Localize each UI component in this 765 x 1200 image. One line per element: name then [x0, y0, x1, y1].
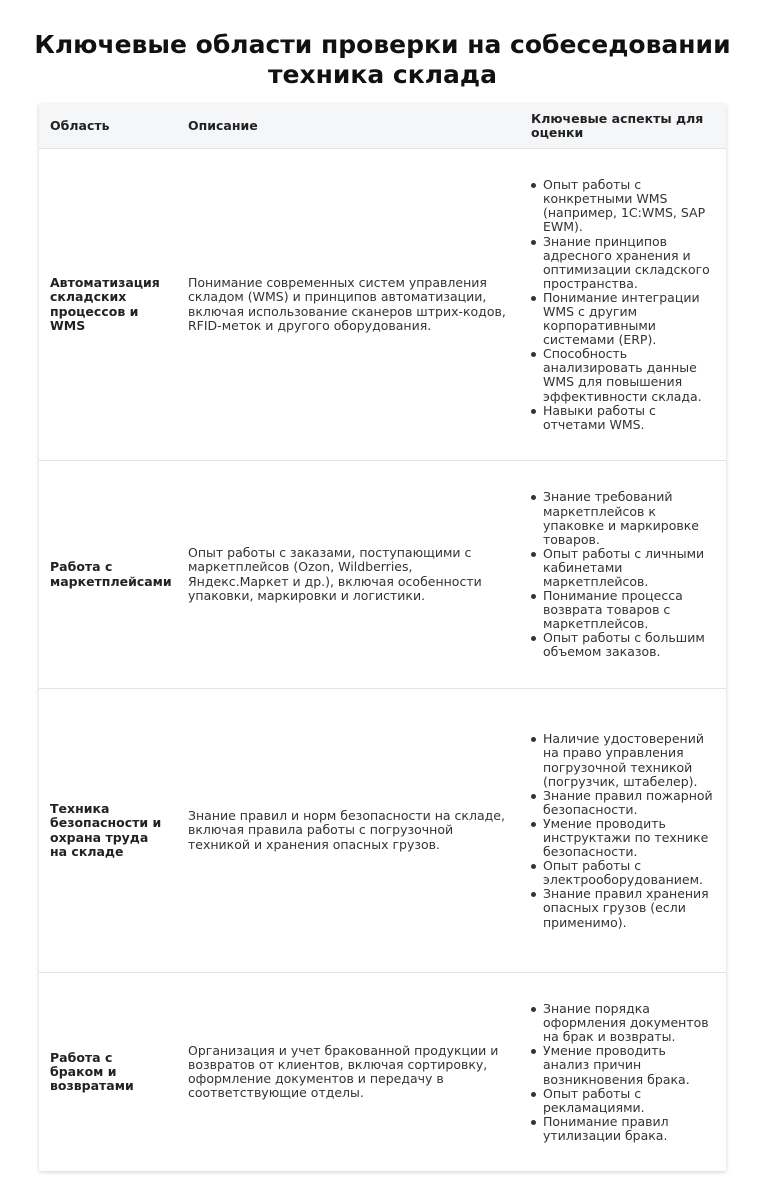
list-item: Умение проводить инструктажи по технике безопасности.	[543, 817, 716, 859]
list-item: Опыт работы с рекламациями.	[543, 1087, 716, 1115]
column-header-description: Описание	[177, 104, 520, 149]
list-item: Понимание правил утилизации брака.	[543, 1115, 716, 1143]
area-cell: Автоматизация складских процессов и WMS	[50, 275, 160, 333]
description-cell: Опыт работы с заказами, поступающими с маркетплейсов (Ozon, Wildberries, Яндекс.Маркет и др.), включая особенности упаковки, маркировки и логистики.	[188, 545, 482, 603]
aspects-cell	[520, 689, 726, 973]
aspects-list	[531, 732, 716, 929]
list-item: Опыт работы с электрооборудованием.	[543, 859, 716, 887]
aspects-list	[531, 490, 716, 659]
list-item: Опыт работы с конкретными WMS (например, 1С:WMS, SAP EWM).	[543, 178, 716, 234]
list-item: Понимание интеграции WMS с другим корпоративными системами (ERP).	[543, 291, 716, 347]
table-body	[39, 149, 726, 1172]
table-row	[39, 689, 726, 973]
list-item: Умение проводить анализ причин возникновения брака.	[543, 1044, 716, 1086]
area-cell: Работа с маркетплейсами	[50, 559, 172, 589]
column-header-aspects: Ключевые аспекты для оценки	[520, 104, 726, 149]
aspects-list	[531, 178, 716, 432]
column-header-area: Область	[39, 104, 177, 149]
table-header	[39, 104, 726, 149]
list-item: Знание требований маркетплейсов к упаковке и маркировке товаров.	[543, 490, 716, 546]
list-item: Знание правил хранения опасных грузов (если применимо).	[543, 887, 716, 929]
list-item: Знание правил пожарной безопасности.	[543, 789, 716, 817]
areas-table-card	[39, 104, 726, 1171]
description-cell: Организация и учет бракованной продукции и возвратов от клиентов, включая сортировку, оформление документов и передачу в соответствующие отделы.	[188, 1042, 499, 1101]
table-row	[39, 149, 726, 461]
list-item: Навыки работы с отчетами WMS.	[543, 404, 716, 432]
list-item: Понимание процесса возврата товаров с маркетплейсов.	[543, 589, 716, 631]
list-item: Способность анализировать данные WMS для повышения эффективности склада.	[543, 347, 716, 403]
aspects-cell	[520, 461, 726, 689]
aspects-cell	[520, 973, 726, 1172]
description-cell: Понимание современных систем управления складом (WMS) и принципов автоматизации, включая использование сканеров штрих-кодов, RFID-меток и другого оборудования.	[188, 275, 506, 333]
aspects-cell	[520, 149, 726, 461]
aspects-list	[531, 1002, 716, 1143]
table-row	[39, 461, 726, 689]
area-cell: Работа с браком и возвратами	[50, 1049, 134, 1094]
list-item: Опыт работы с личными кабинетами маркетплейсов.	[543, 547, 716, 589]
list-item: Опыт работы с большим объемом заказов.	[543, 631, 716, 659]
list-item: Знание порядка оформления документов на брак и возвраты.	[543, 1002, 716, 1044]
areas-table	[39, 104, 726, 1171]
area-cell: Техника безопасности и охрана труда на складе	[50, 801, 162, 859]
table-row	[39, 973, 726, 1172]
header-row	[39, 104, 726, 149]
page-title: Ключевые области проверки на собеседовании техника склада	[34, 30, 731, 89]
list-item: Знание принципов адресного хранения и оптимизации складского пространства.	[543, 235, 716, 291]
list-item: Наличие удостоверений на право управления погрузочной техникой (погрузчик, штабелер).	[543, 732, 716, 788]
description-cell: Знание правил и норм безопасности на складе, включая правила работы с погрузочной техникой и хранения опасных грузов.	[188, 808, 505, 852]
